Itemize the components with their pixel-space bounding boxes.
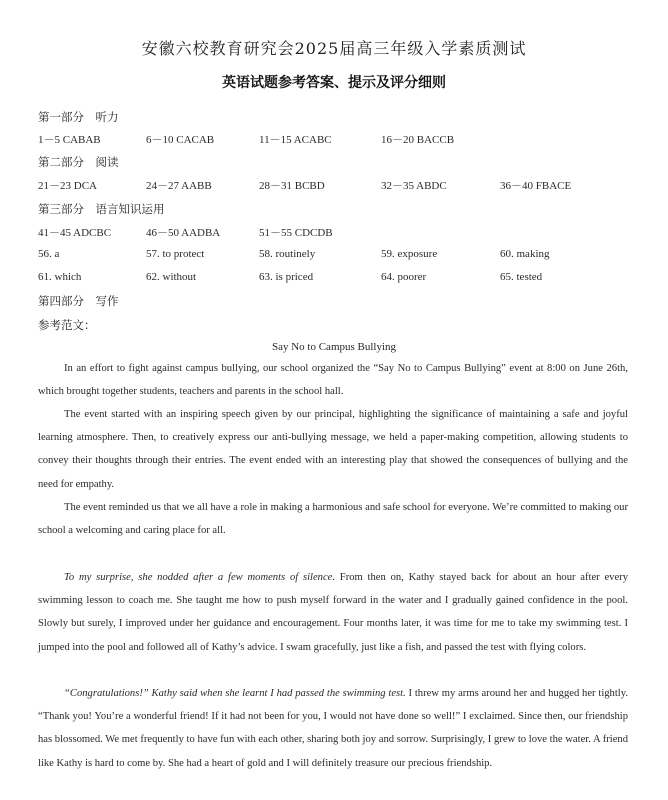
answer-cell: 65. tested: [500, 271, 543, 283]
answer-cell: 61. which: [38, 271, 82, 283]
given-sentence: “Congratulations!” Kathy said when she learnt I had passed the swimming test.: [64, 688, 406, 699]
section-heading-reading: 第二部分 阅读: [38, 155, 119, 169]
answer-cell: 46－50 AADBA: [146, 227, 221, 239]
answer-cell: 62. without: [146, 271, 197, 283]
answer-cell: 64. poorer: [381, 271, 427, 283]
essay-paragraph: The event reminded us that we all have a role in making a harmonious and safe school for everyone. We’re committed to making our school a welcoming and caring place for all.: [38, 502, 628, 537]
essay-paragraph: In an effort to fight against campus bullying, our school organized the “Say No to Campus Bullying” event at 8:00 on June 26th, which brought together students, teachers and parents in the school hall.: [38, 363, 628, 398]
page-title: 安徽六校教育研究会2025届高三年级入学素质测试: [141, 39, 527, 58]
page-subtitle: 英语试题参考答案、提示及评分细则: [222, 75, 446, 91]
answer-cell: 58. routinely: [259, 248, 316, 260]
answer-cell: 41－45 ADCBC: [38, 227, 112, 239]
given-sentence: To my surprise, she nodded after a few moments of silence.: [64, 572, 336, 583]
answer-cell: 63. is priced: [259, 271, 314, 283]
answer-cell: 11－15 ACABC: [259, 134, 332, 146]
answer-cell: 21－23 DCA: [38, 180, 97, 192]
answer-cell: 28－31 BCBD: [259, 180, 325, 192]
section-heading-listening: 第一部分 听力: [38, 110, 119, 124]
answer-cell: 36－40 FBACE: [500, 180, 572, 192]
paragraph-body: From then on, Kathy stayed back for about an hour after every swimming lesson to coach me. She taught me how to push myself forward in the water and I gradually gained confidence in the pool. Slowly but surely, I improved under her guidance and encouragement. Four months later, it was time for me to take my swimming test. I jumped into the pool and followed all of Kathy’s advice. I swam gracefully, just like a fish, and passed the test with flying colors.: [38, 572, 629, 653]
answer-cell: 32－35 ABDC: [381, 180, 447, 192]
continuation-paragraph: [38, 682, 628, 775]
answer-cell: 57. to protect: [146, 248, 205, 260]
answer-cell: 24－27 AABB: [146, 180, 212, 192]
section-heading-writing: 第四部分 写作: [38, 294, 119, 308]
answer-cell: 1－5 CABAB: [38, 134, 101, 146]
answer-cell: 56. a: [38, 248, 60, 260]
section-heading-language-use: 第三部分 语言知识运用: [38, 202, 165, 216]
answer-cell: 16－20 BACCB: [381, 134, 455, 146]
answer-cell: 60. making: [500, 248, 550, 260]
continuation-paragraph: [38, 566, 628, 659]
answer-cell: 6－10 CACAB: [146, 134, 215, 146]
essay-paragraph: The event started with an inspiring speech given by our principal, highlighting the significance of maintaining a safe and joyful learning atmosphere. Then, to creatively express our anti-bullying message, we held a paper-making competition, allowing students to convey their thoughts through their entries. The event ended with an interesting play that showed the consequences of bullying and the need for empathy.: [38, 409, 628, 490]
answer-cell: 59. exposure: [381, 248, 438, 260]
answer-cell: 51－55 CDCDB: [259, 227, 333, 239]
paragraph-body: I threw my arms around her and hugged her tightly. “Thank you! You’re a wonderful friend! If it had not been for you, I would not have done so well!” I exclaimed. Since then, our friendship has blossomed. We met frequently to have fun with each other, sharing both joy and sorrow. Surprisingly, I grew to love the water. A friend like Kathy is hard to come by. She had a heart of gold and I will definitely treasure our precious friendship.: [38, 688, 629, 769]
sample-essay-label: 参考范文：: [38, 318, 96, 332]
essay-title: Say No to Campus Bullying: [271, 341, 397, 353]
